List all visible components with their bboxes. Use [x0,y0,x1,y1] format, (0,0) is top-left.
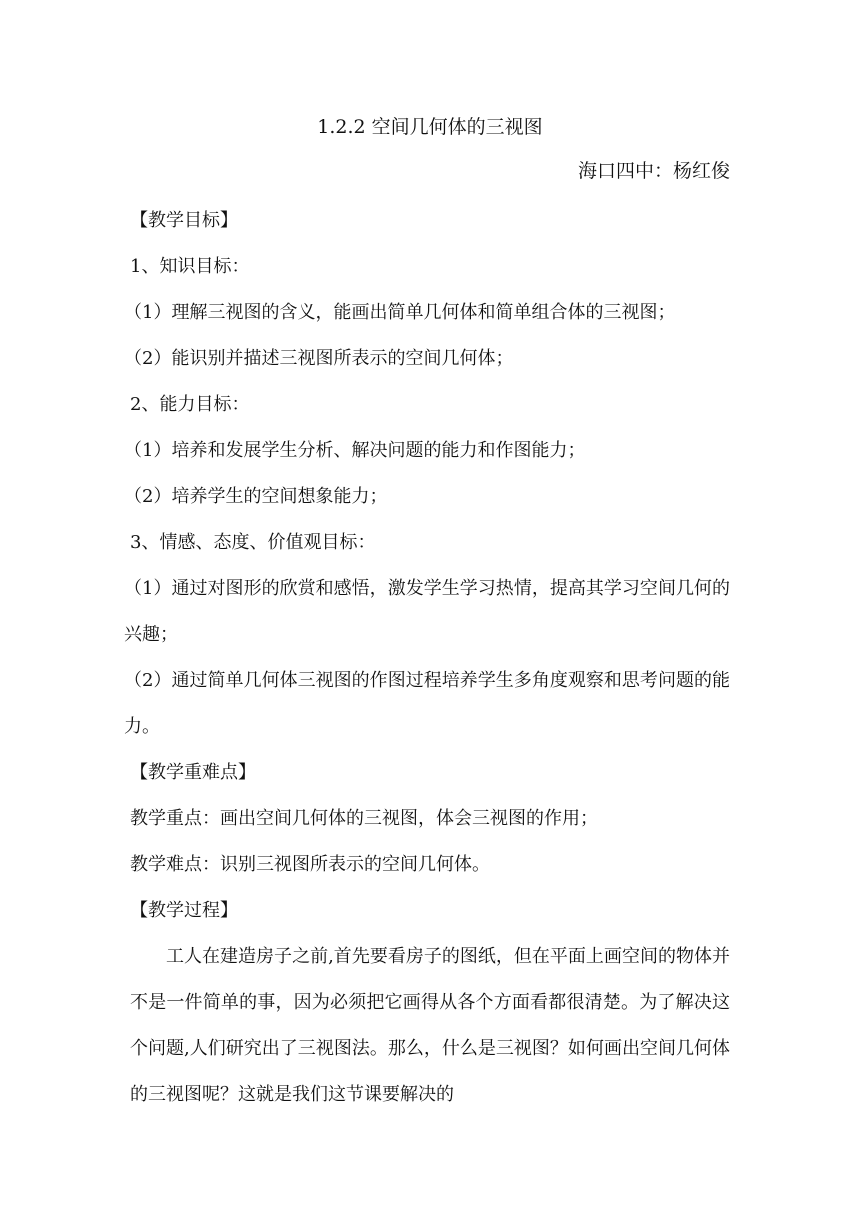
knowledge-item-1: （1）理解三视图的含义，能画出简单几何体和简单组合体的三视图； [124,302,676,323]
author-line: 海口四中：杨红俊 [577,160,730,182]
document-page [124,112,730,1118]
process-paragraph: 工人在建造房子之前,首先要看房子的图纸，但在平面上画空间的物体并不是一件简单的事，因为必须把它画得从各个方面看都很清楚。为了解决这个问题,人们研究出了三视图法。那么，什么是三视图？如何画出空间几何体的三视图呢？这就是我们这节课要解决的 [130,946,730,1105]
objectives-heading: 【教学目标】 [130,210,238,231]
emotion-item-1: （1）通过对图形的欣赏和感悟，激发学生学习热情，提高其学习空间几何的兴趣； [124,578,730,645]
process-heading: 【教学过程】 [130,900,238,921]
document-title: 1.2.2 空间几何体的三视图 [317,116,543,138]
ability-item-2: （2）培养学生的空间想象能力； [124,486,388,507]
knowledge-item-2: （2）能识别并描述三视图所表示的空间几何体； [124,348,514,369]
ability-heading: 2、能力目标： [130,394,250,415]
knowledge-heading: 1、知识目标： [130,256,250,277]
emotion-heading: 3、情感、态度、价值观目标： [130,532,376,553]
ability-item-1: （1）培养和发展学生分析、解决问题的能力和作图能力； [124,440,586,461]
key-point-text: 教学重点：画出空间几何体的三视图，体会三视图的作用； [130,808,598,829]
key-points-heading: 【教学重难点】 [130,762,256,783]
emotion-item-2: （2）通过简单几何体三视图的作图过程培养学生多角度观察和思考问题的能力。 [124,670,730,737]
difficult-point-text: 教学难点：识别三视图所表示的空间几何体。 [130,854,490,875]
